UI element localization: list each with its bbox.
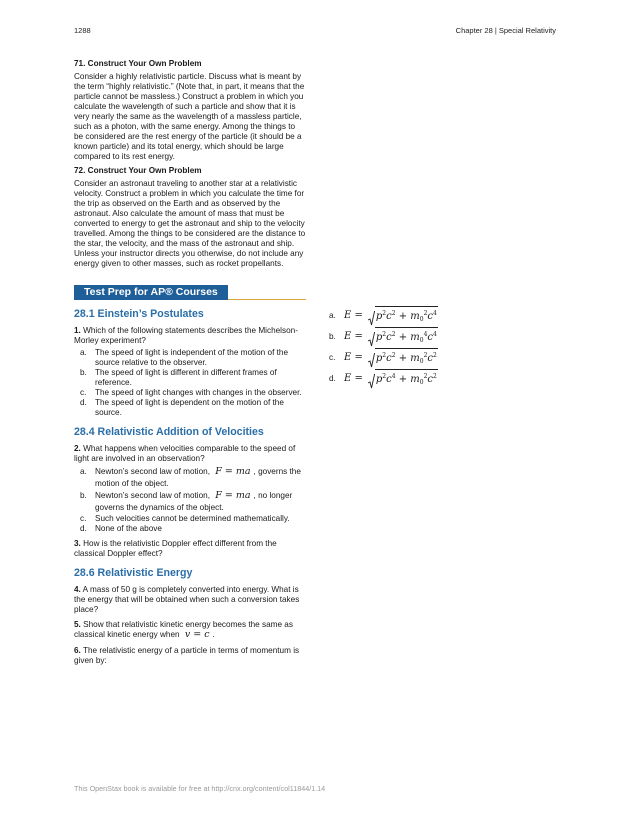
list-item: d. None of the above bbox=[80, 524, 162, 533]
test-prep-banner-label: Test Prep for AP® Courses bbox=[74, 285, 228, 300]
list-item: b. The speed of light is different in different frames of reference. bbox=[80, 368, 277, 387]
left-column bbox=[74, 59, 306, 668]
footer-note: This OpenStax book is available for free at http://cnx.org/content/col11844/1.14 bbox=[74, 784, 326, 793]
energy-equation: E = $p^2c^2 + m_0^4c^4$ bbox=[344, 327, 438, 347]
section-title-28-1: 28.1 Einstein’s Postulates bbox=[74, 308, 204, 320]
section-title-28-6: 28.6 Relativistic Energy bbox=[74, 567, 193, 579]
math-f-equals-ma: F = ma bbox=[215, 466, 251, 477]
list-item: a. The speed of light is independent of the motion of the source relative to the observer. bbox=[80, 348, 288, 367]
question-6-options bbox=[329, 305, 559, 389]
list-item: a. Newton’s second law of motion, F = ma , governs the motion of the object. bbox=[80, 466, 301, 488]
energy-equation: E = $p^2c^4 + m_0^2c^2$ bbox=[344, 369, 438, 389]
problem-72-title: 72. Construct Your Own Problem bbox=[74, 166, 202, 175]
list-item: b. E = $p^2c^2 + m_0^4c^4$ bbox=[329, 326, 559, 347]
list-item: c. Such velocities cannot be determined mathematically. bbox=[80, 514, 290, 523]
list-item: c. The speed of light changes with changes in the observer. bbox=[80, 388, 302, 397]
question-6: 6. The relativistic energy of a particle in terms of momentum is given by: bbox=[74, 646, 300, 665]
math-v-equals-c: v = c bbox=[184, 629, 210, 640]
list-item: b. Newton’s second law of motion, F = ma , no longer governs the dynamics of the object. bbox=[80, 490, 293, 512]
question-2: 2. What happens when velocities comparable to the speed of light are involved in an observation? bbox=[74, 444, 296, 463]
question-3: 3. How is the relativistic Doppler effect different from the classical Doppler effect? bbox=[74, 539, 277, 558]
math-f-equals-ma: F = ma bbox=[215, 490, 251, 501]
question-4: 4. A mass of 50 g is completely converted into energy. What is the energy that will be obtained when such a conversion takes place? bbox=[74, 585, 300, 614]
radical-sign: $p^2c^4 + m_0^2c^2$ bbox=[368, 369, 438, 389]
problem-71-title: 71. Construct Your Own Problem bbox=[74, 59, 202, 68]
section-title-28-4: 28.4 Relativistic Addition of Velocities bbox=[74, 426, 264, 438]
list-item: a. E = $p^2c^2 + m_0^2c^4$ bbox=[329, 305, 559, 326]
chapter-title: Chapter 28 | Special Relativity bbox=[455, 26, 556, 35]
test-prep-banner bbox=[74, 283, 306, 300]
question-5: 5. Show that relativistic kinetic energy becomes the same as classical kinetic energy when v = c . bbox=[74, 620, 293, 640]
list-item: d. The speed of light is dependent on the motion of the source. bbox=[80, 398, 284, 417]
energy-equation: E = $p^2c^2 + m_0^2c^4$ bbox=[344, 306, 438, 326]
problem-72-text: Consider an astronaut traveling to another star at a relativistic velocity. Construct a problem in which you calculate the time for the trip as observed on the Earth and as observed by the astronaut. Also calculate the amount of mass that must be converted to energy to get the astronaut and ship to the velocity travelled. Among the things to be considered are the distance to the star, the velocity, and the mass of the astronaut and ship. Unless your instructor directs you otherwise, do not include any energy given to other masses, such as rocket propellants. bbox=[74, 179, 306, 268]
question-2-options bbox=[74, 466, 306, 534]
problem-71-text: Consider a highly relativistic particle. Discuss what is meant by the term “highly relativistic.” (Note that, in part, it means that the particle cannot be massless.) Construct a problem in which you calculate the wavelength of such a particle and show that it is very nearly the same as the wavelength of a massless particle, such as a photon, with the same energy. Among the things to be considered are the rest energy of the particle (it should be a known particle) and its total energy, which should be large compared to its rest energy. bbox=[74, 72, 305, 161]
radical-sign: $p^2c^2 + m_0^2c^4$ bbox=[368, 306, 438, 326]
question-1: 1. Which of the following statements describes the Michelson-Morley experiment? bbox=[74, 326, 298, 345]
list-item: d. E = $p^2c^4 + m_0^2c^2$ bbox=[329, 368, 559, 389]
energy-equation: E = $p^2c^2 + m_0^2c^2$ bbox=[344, 348, 438, 368]
radical-sign: $p^2c^2 + m_0^2c^2$ bbox=[368, 348, 438, 368]
page-number: 1288 bbox=[74, 26, 91, 35]
question-1-options bbox=[74, 348, 306, 418]
radical-sign: $p^2c^2 + m_0^4c^4$ bbox=[368, 327, 438, 347]
list-item: c. E = $p^2c^2 + m_0^2c^2$ bbox=[329, 347, 559, 368]
